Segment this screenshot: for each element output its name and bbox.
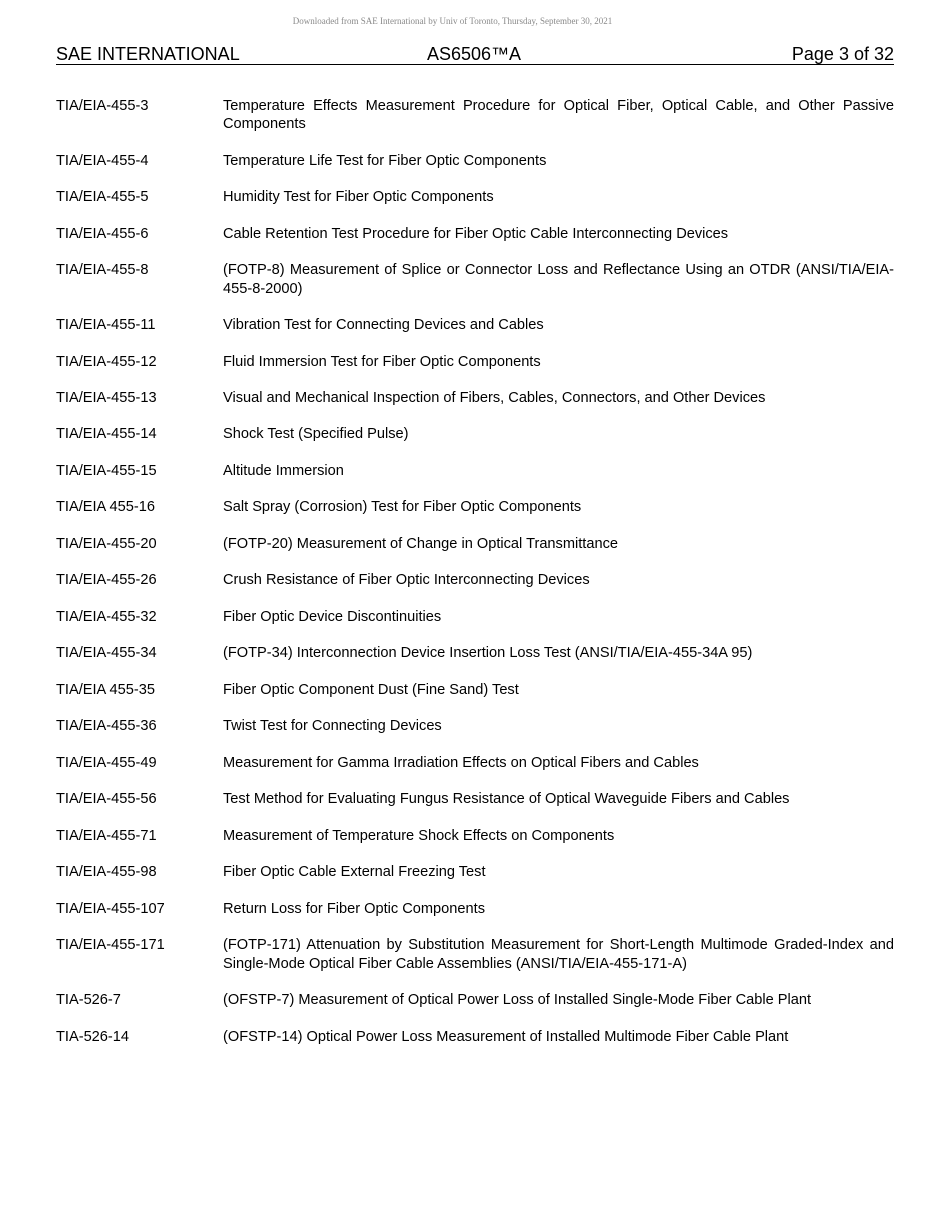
reference-row	[56, 900, 894, 918]
reference-row	[56, 790, 894, 808]
reference-row	[56, 97, 894, 134]
reference-title: Twist Test for Connecting Devices	[223, 718, 442, 735]
reference-title: (FOTP-171) Attenuation by Substitution Measurement for Short-Length Multimode Graded-Index and Single-Mode Optical Fiber Cable Assemblies (ANSI/TIA/EIA-455-171-A)	[223, 937, 894, 972]
reference-row	[56, 462, 894, 480]
reference-row	[56, 261, 894, 298]
reference-title: Measurement for Gamma Irradiation Effects on Optical Fibers and Cables	[223, 754, 699, 771]
reference-code: TIA/EIA 455-16	[56, 499, 155, 516]
reference-row	[56, 936, 894, 973]
reference-code: TIA/EIA-455-98	[56, 864, 157, 881]
reference-code: TIA/EIA-455-107	[56, 900, 165, 917]
reference-title: Fluid Immersion Test for Fiber Optic Components	[223, 353, 541, 370]
reference-row	[56, 425, 894, 443]
reference-title: Fiber Optic Component Dust (Fine Sand) Test	[223, 681, 519, 698]
reference-title: (OFSTP-14) Optical Power Loss Measurement of Installed Multimode Fiber Cable Plant	[223, 1028, 789, 1045]
reference-title: Humidity Test for Fiber Optic Components	[223, 189, 494, 206]
reference-code: TIA/EIA-455-20	[56, 535, 157, 552]
reference-title: Return Loss for Fiber Optic Components	[223, 900, 485, 917]
reference-row	[56, 608, 894, 626]
reference-code: TIA/EIA-455-26	[56, 572, 157, 589]
reference-code: TIA/EIA-455-11	[56, 317, 156, 334]
reference-code: TIA-526-7	[56, 992, 121, 1009]
reference-row	[56, 754, 894, 772]
reference-code: TIA/EIA-455-8	[56, 262, 149, 279]
reference-title: (OFSTP-7) Measurement of Optical Power Loss of Installed Single-Mode Fiber Cable Plant	[223, 992, 812, 1009]
reference-row	[56, 717, 894, 735]
reference-code: TIA/EIA-455-14	[56, 426, 157, 443]
reference-title: Crush Resistance of Fiber Optic Interconnecting Devices	[223, 572, 590, 589]
reference-code: TIA/EIA-455-36	[56, 718, 157, 735]
reference-title: Salt Spray (Corrosion) Test for Fiber Optic Components	[223, 499, 582, 516]
reference-title: Temperature Effects Measurement Procedure for Optical Fiber, Optical Cable, and Other Passive Components	[223, 98, 894, 133]
reference-row	[56, 225, 894, 243]
reference-code: TIA/EIA-455-34	[56, 645, 157, 662]
reference-title: Shock Test (Specified Pulse)	[223, 426, 409, 443]
reference-row	[56, 498, 894, 516]
reference-title: Cable Retention Test Procedure for Fiber Optic Cable Interconnecting Devices	[223, 225, 729, 242]
reference-code: TIA/EIA-455-13	[56, 389, 157, 406]
reference-row	[56, 827, 894, 845]
reference-row	[56, 152, 894, 170]
reference-title: Fiber Optic Device Discontinuities	[223, 608, 442, 625]
reference-row	[56, 571, 894, 589]
reference-code: TIA/EIA-455-4	[56, 152, 149, 169]
reference-row	[56, 188, 894, 206]
header-document-id: AS6506™A	[427, 44, 522, 64]
download-watermark: Downloaded from SAE International by Univ of Toronto, Thursday, September 30, 2021	[292, 16, 613, 26]
reference-title: (FOTP-8) Measurement of Splice or Connector Loss and Reflectance Using an OTDR (ANSI/TIA/EIA-455-8-2000)	[223, 262, 894, 297]
reference-row	[56, 644, 894, 662]
reference-title: Test Method for Evaluating Fungus Resistance of Optical Waveguide Fibers and Cables	[223, 791, 790, 808]
reference-code: TIA/EIA-455-49	[56, 754, 157, 771]
reference-row	[56, 535, 894, 553]
reference-title: Vibration Test for Connecting Devices and Cables	[223, 317, 544, 334]
reference-title: (FOTP-20) Measurement of Change in Optical Transmittance	[223, 535, 619, 552]
reference-code: TIA/EIA-455-15	[56, 462, 157, 479]
reference-title: Measurement of Temperature Shock Effects on Components	[223, 827, 615, 844]
reference-title: Temperature Life Test for Fiber Optic Components	[223, 152, 547, 169]
reference-row	[56, 681, 894, 699]
header-organization: SAE INTERNATIONAL	[56, 44, 240, 64]
reference-title: Altitude Immersion	[223, 462, 344, 479]
reference-row	[56, 389, 894, 407]
page-header	[56, 44, 894, 65]
reference-code: TIA/EIA-455-56	[56, 791, 157, 808]
reference-row	[56, 991, 894, 1009]
reference-code: TIA/EIA-455-6	[56, 225, 149, 242]
reference-title: Visual and Mechanical Inspection of Fibers, Cables, Connectors, and Other Devices	[223, 389, 766, 406]
reference-row	[56, 353, 894, 371]
reference-row	[56, 863, 894, 881]
reference-code: TIA-526-14	[56, 1028, 130, 1045]
reference-row	[56, 316, 894, 334]
reference-code: TIA/EIA-455-12	[56, 353, 157, 370]
reference-code: TIA/EIA-455-32	[56, 608, 157, 625]
reference-title: (FOTP-34) Interconnection Device Insertion Loss Test (ANSI/TIA/EIA-455-34A 95)	[223, 645, 753, 662]
reference-code: TIA/EIA-455-171	[56, 937, 165, 954]
reference-code: TIA/EIA-455-5	[56, 189, 149, 206]
reference-code: TIA/EIA-455-71	[56, 827, 157, 844]
reference-list	[56, 97, 894, 1064]
reference-code: TIA/EIA 455-35	[56, 681, 155, 698]
reference-title: Fiber Optic Cable External Freezing Test	[223, 864, 486, 881]
header-page-number: Page 3 of 32	[791, 44, 894, 64]
reference-code: TIA/EIA-455-3	[56, 98, 149, 114]
reference-row	[56, 1028, 894, 1046]
